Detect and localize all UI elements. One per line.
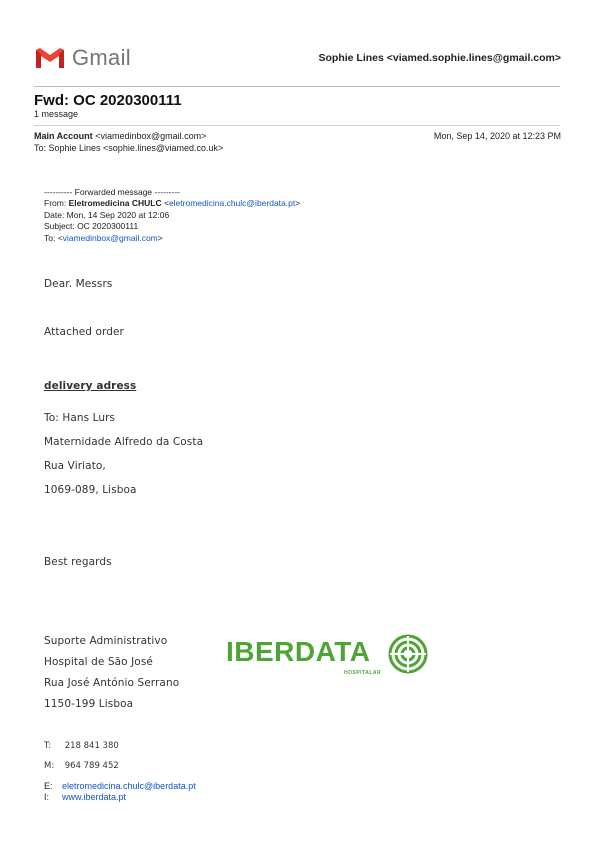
- signature-line-2: Hospital de São José: [44, 656, 153, 668]
- forwarded-to-email-link[interactable]: viamedinbox@gmail.com: [62, 233, 158, 243]
- forwarded-date: Date: Mon, 14 Sep 2020 at 12:06: [44, 210, 170, 220]
- forwarded-separator: ---------- Forwarded message ---------: [44, 187, 180, 197]
- iberdata-subtext: HOSPITALAR: [344, 670, 382, 676]
- header-divider: [34, 86, 560, 87]
- delivery-heading: delivery adress: [44, 380, 137, 392]
- contact-web: I: www.iberdata.pt: [44, 792, 127, 802]
- closing: Best regards: [44, 556, 112, 568]
- gmail-logo: [34, 44, 130, 72]
- address-line-1: To: Hans Lurs: [44, 412, 116, 424]
- greeting: Dear. Messrs: [44, 278, 113, 290]
- address-line-3: Rua Viriato,: [44, 460, 106, 472]
- signature-line-3: Rua José António Serrano: [44, 677, 180, 689]
- subject-divider: [34, 125, 560, 126]
- signature-line-1: Suporte Administrativo: [44, 635, 168, 647]
- iberdata-wordmark: IBERDATA: [226, 636, 371, 667]
- mobile-number: 964 789 452: [64, 761, 119, 771]
- message-count: 1 message: [34, 109, 79, 119]
- forwarded-subject: Subject: OC 2020300111: [44, 221, 139, 231]
- message-to: To: Sophie Lines <sophie.lines@viamed.co.uk>: [34, 143, 224, 153]
- forwarded-sender-name: Eletromedicina CHULC: [68, 198, 162, 208]
- message-from: [34, 131, 206, 141]
- sender-email: <viamedinbox@gmail.com>: [95, 131, 207, 141]
- forwarded-sender-email-link[interactable]: eletromedicina.chulc@iberdata.pt: [168, 198, 296, 208]
- gmail-m-icon: [34, 46, 66, 70]
- body-line-attached: Attached order: [44, 326, 124, 338]
- phone-number: 218 841 380: [64, 741, 119, 751]
- signature-web-link[interactable]: www.iberdata.pt: [62, 792, 127, 802]
- forwarded-to: To: <viamedinbox@gmail.com>: [44, 233, 163, 243]
- address-line-4: 1069-089, Lisboa: [44, 484, 137, 496]
- thread-subject: Fwd: OC 2020300111: [34, 92, 182, 109]
- contact-mobile: M: 964 789 452: [44, 761, 119, 771]
- signature-line-4: 1150-199 Lisboa: [44, 698, 134, 710]
- address-line-2: Maternidade Alfredo da Costa: [44, 436, 204, 448]
- signature-email-link[interactable]: eletromedicina.chulc@iberdata.pt: [62, 781, 196, 791]
- message-date: Mon, Sep 14, 2020 at 12:23 PM: [433, 131, 561, 141]
- account-label: Sophie Lines <viamed.sophie.lines@gmail.com>: [318, 52, 561, 64]
- sender-name: Main Account: [34, 131, 93, 141]
- iberdata-globe-icon: [388, 634, 428, 674]
- contact-phone: T: 218 841 380: [44, 741, 119, 751]
- gmail-wordmark: Gmail: [72, 45, 131, 70]
- contact-email: E: eletromedicina.chulc@iberdata.pt: [44, 781, 196, 791]
- iberdata-logo: [226, 632, 432, 680]
- forwarded-from: From: Eletromedicina CHULC <eletromedicina.chulc@iberdata.pt>: [44, 198, 301, 208]
